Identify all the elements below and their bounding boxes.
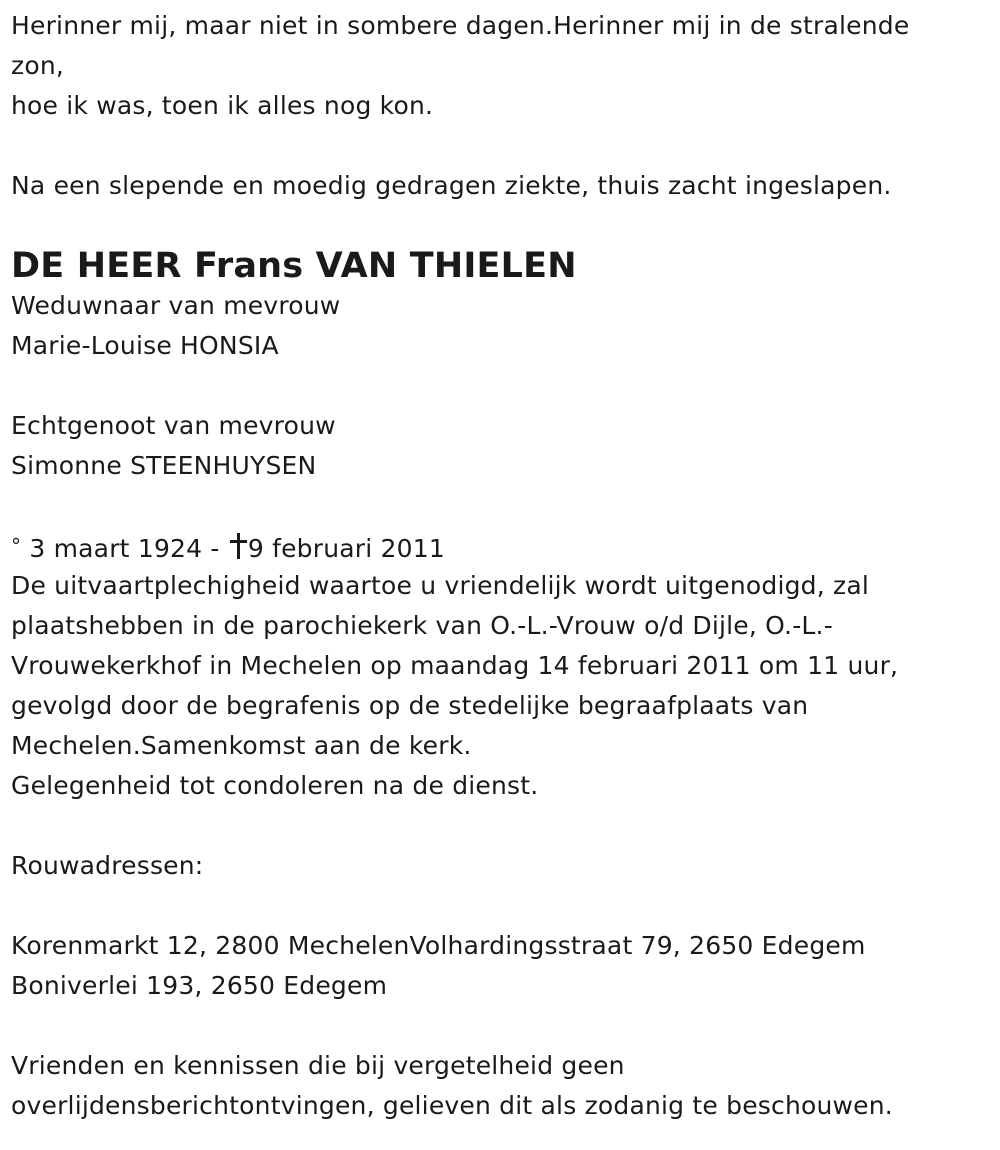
poem-line-2: zon, [11,51,65,80]
obituary-document [11,6,986,1126]
birth-date: 3 maart 1924 [29,534,203,563]
date-separator: - [210,534,220,563]
intro-text: Na een slepende en moedig gedragen ziekte, thuis zacht ingeslapen. [11,171,892,200]
ceremony-line-1: De uitvaartplechigheid waartoe u vriendelijk wordt uitgenodigd, zal [11,571,870,600]
cross-icon [230,533,246,559]
deceased-name: DE HEER Frans VAN THIELEN [11,246,577,286]
spacer [11,126,986,166]
ceremony-line-5: Mechelen.Samenkomst aan de kerk. [11,731,472,760]
ceremony-line-6: Gelegenheid tot condoleren na de dienst. [11,771,539,800]
life-dates [11,526,986,566]
spacer [11,1006,986,1046]
address-line-1: Korenmarkt 12, 2800 MechelenVolhardingsstraat 79, 2650 Edegem [11,931,866,960]
addresses-heading: Rouwadressen: [11,851,204,880]
spacer [11,206,986,246]
birth-symbol: ° [11,534,22,558]
first-spouse-name: Marie-Louise HONSIA [11,331,279,360]
widower-label: Weduwnaar van mevrouw [11,291,341,320]
ceremony-line-2: plaatshebben in de parochiekerk van O.-L.-Vrouw o/d Dijle, O.-L.- [11,611,833,640]
ceremony-line-4: gevolgd door de begrafenis op de stedelijke begraafplaats van [11,691,809,720]
closing-line-2: overlijdensberichtontvingen, gelieven dit als zodanig te beschouwen. [11,1091,893,1120]
spacer [11,366,986,406]
spacer [11,806,986,846]
spacer [11,486,986,526]
ceremony-line-3: Vrouwekerkhof in Mechelen op maandag 14 februari 2011 om 11 uur, [11,651,899,680]
spacer [11,886,986,926]
poem-line-3: hoe ik was, toen ik alles nog kon. [11,91,434,120]
spouse-label: Echtgenoot van mevrouw [11,411,336,440]
poem-line-1: Herinner mij, maar niet in sombere dagen.Herinner mij in de stralende [11,11,910,40]
address-line-2: Boniverlei 193, 2650 Edegem [11,971,388,1000]
closing-line-1: Vrienden en kennissen die bij vergetelheid geen [11,1051,625,1080]
death-date: 9 februari 2011 [247,534,445,563]
spouse-name: Simonne STEENHUYSEN [11,451,317,480]
